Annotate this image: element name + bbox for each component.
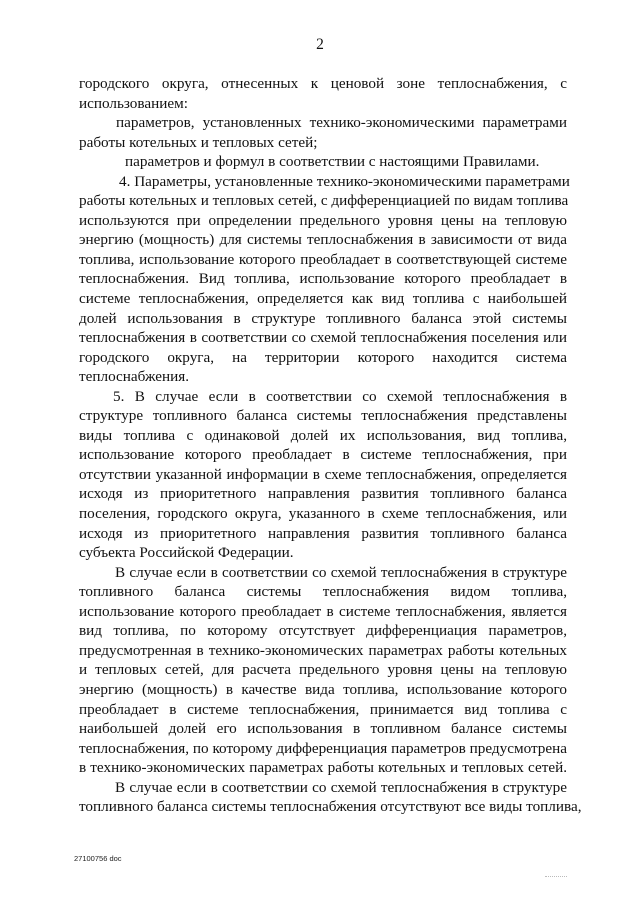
text-line: В случае если в соответствии со схемой теплоснабжения в структуре <box>115 563 567 581</box>
text-line: 4. Параметры, установленные технико-экономическими параметрами <box>119 172 570 190</box>
text-line: городского округа, отнесенных к ценовой зоне теплоснабжения, с <box>79 75 567 92</box>
text-line: виды топлива с одинаковой долей их использования, вид топлива, <box>79 426 567 444</box>
text-line: поселения, городского округа, указанного в схеме теплоснабжения, или <box>79 505 567 523</box>
body-text <box>79 74 582 817</box>
text-line: энергию (мощность) для системы теплоснабжения в зависимости от вида <box>79 231 567 249</box>
page-number: 2 <box>316 36 324 53</box>
text-line: использование которого преобладает в системе теплоснабжения, является <box>79 602 567 620</box>
text-line: долей использования в структуре топливного баланса этой системы <box>79 309 567 327</box>
text-line: топливного баланса системы теплоснабжения отсутствуют все виды топлива, <box>79 798 582 816</box>
text-line: наибольшей долей его использования в топливном балансе системы <box>79 720 567 738</box>
text-line: исходя из приоритетного направления развития топливного баланса <box>79 485 567 503</box>
text-line: преобладает в системе теплоснабжения, принимается вид топлива с <box>79 700 567 718</box>
text-line: предусмотренная в технико-экономических параметрах работы котельных <box>79 641 567 659</box>
text-line: параметров, установленных технико-экономическими параметрами <box>116 114 567 132</box>
text-line: в технико-экономических параметрах работы котельных и тепловых сетей. <box>79 759 567 777</box>
text-line: топлива, использование которого преобладает в соответствующей системе <box>79 250 567 268</box>
text-line: использованием: <box>79 94 188 112</box>
text-line: вид топлива, по которому отсутствует дифференциация параметров, <box>79 622 567 640</box>
text-line: работы котельных и тепловых сетей; <box>79 133 318 151</box>
text-line: системе теплоснабжения, определяется как вид топлива с наибольшей <box>79 290 567 308</box>
text-line: энергию (мощность) в качестве вида топлива, использование которого <box>79 680 567 698</box>
text-line: топливного баланса системы теплоснабжения видом топлива, <box>79 583 567 601</box>
text-line: теплоснабжения, по которому дифференциация параметров предусмотрена <box>79 739 567 757</box>
text-line: параметров и формул в соответствии с настоящими Правилами. <box>125 153 540 171</box>
text-line: структуре топливного баланса системы теплоснабжения представлены <box>79 407 567 425</box>
text-line: городского округа, на территории которого находится система <box>79 348 567 366</box>
text-line: теплоснабжения в соответствии со схемой теплоснабжения поселения или <box>79 329 567 347</box>
text-line: теплоснабжения. Вид топлива, использование которого преобладает в <box>79 270 567 288</box>
scan-mark <box>545 876 567 879</box>
footer-doc-code: 27100756 doc <box>74 854 122 863</box>
text-line: используются при определении предельного уровня цены на тепловую <box>79 211 567 229</box>
text-line: использование которого преобладает в системе теплоснабжения, при <box>79 446 567 464</box>
text-line: субъекта Российской Федерации. <box>79 544 294 562</box>
text-line: и тепловых сетей, для расчета предельного уровня цены на тепловую <box>79 661 567 679</box>
text-line: исходя из приоритетного направления развития топливного баланса <box>79 524 567 542</box>
text-line: работы котельных и тепловых сетей, с дифференциацией по видам топлива <box>79 192 569 210</box>
text-line: отсутствии указанной информации в схеме теплоснабжения, определяется <box>79 465 567 483</box>
text-line: В случае если в соответствии со схемой теплоснабжения в структуре <box>115 778 567 796</box>
text-line: теплоснабжения. <box>79 368 190 386</box>
text-line: 5. В случае если в соответствии со схемой теплоснабжения в <box>113 387 567 405</box>
